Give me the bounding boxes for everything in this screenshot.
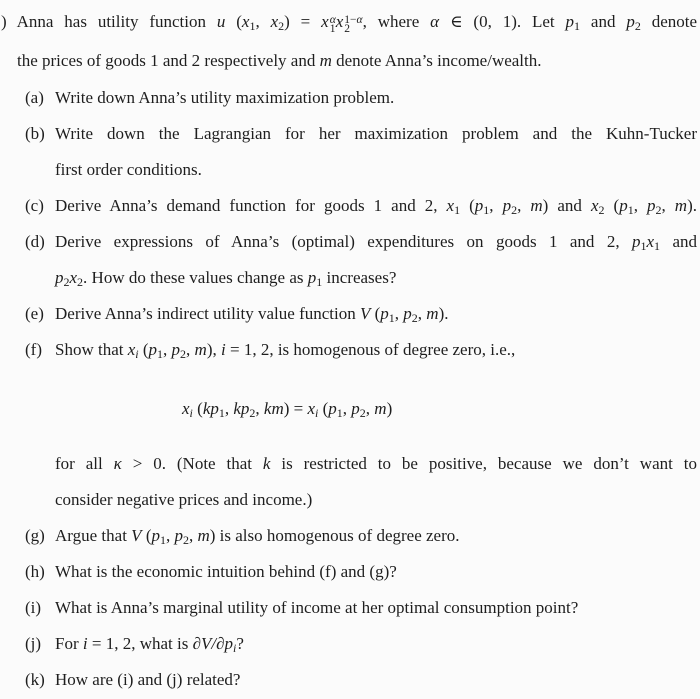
subquestion-label: (i) <box>25 598 42 617</box>
subquestion-body <box>55 554 697 590</box>
subquestion-label: (e) <box>25 304 44 323</box>
text-line: What is Anna’s marginal utility of income at her optimal consumption point? <box>55 598 579 617</box>
subquestion-label: (h) <box>25 562 45 581</box>
subquestion-label: (d) <box>25 232 45 251</box>
text-line: first order conditions. <box>55 160 202 179</box>
subquestion-list <box>0 80 697 698</box>
text-line: Derive expressions of Anna’s (optimal) expenditures on goods 1 and 2, $p_1x_1$ and <box>55 232 698 253</box>
subquestion-label: (g) <box>25 526 45 545</box>
text-line: Derive Anna’s indirect utility value function V ($p_1$, $p_2$, m). <box>55 304 449 325</box>
text-line: For i = 1, 2, what is $\partial V/\partial p_i$? <box>55 634 244 655</box>
intro-line-2: the prices of goods 1 and 2 respectively and m denote Anna’s income/wealth. <box>17 51 542 70</box>
subquestion-c <box>0 188 697 224</box>
subquestion-body <box>55 224 697 296</box>
subquestion-body <box>55 80 697 116</box>
text-line: for all κ > 0. (Note that k is restricted to be positive, because we don’t want to <box>55 454 697 473</box>
text-line: Argue that V ($p_1$, $p_2$, m) is also homogenous of degree zero. <box>55 526 460 547</box>
subquestion-d <box>0 224 697 296</box>
subquestion-body <box>55 296 697 332</box>
text-line: What is the economic intuition behind (f) and (g)? <box>55 562 397 581</box>
text-line: $p_2x_2$. How do these values change as $p_1$ increases? <box>55 268 397 289</box>
text-line: How are (i) and (j) related? <box>55 670 241 689</box>
subquestion-body <box>55 590 697 626</box>
text-line: Write down the Lagrangian for her maximization problem and the Kuhn-Tucker <box>55 124 697 143</box>
text-line: Write down Anna’s utility maximization problem. <box>55 88 395 107</box>
subquestion-label: (a) <box>25 88 44 107</box>
subquestion-i <box>0 590 697 626</box>
subquestion-e <box>0 296 697 332</box>
problem-intro <box>0 2 697 80</box>
subquestion-body <box>55 518 697 554</box>
text-line: Derive Anna’s demand function for goods 1 and 2, $x_1$ ($p_1$, $p_2$, m) and $x_2$ ($p_1$, $p_2$, m). <box>55 196 697 217</box>
display-formula: $x_i$ ($kp_1$, $kp_2$, $km) = x_i$ ($p_1$, $p_2$, m) <box>182 399 393 420</box>
subquestion-label: (f) <box>25 340 42 359</box>
intro-line-1: ) Anna has utility function u ($x_1$, $x_2) = x$ α 1 x 1−α 2 , where α ∈ (0, 1). Let $p_1$ and $p_2$ denote <box>1 12 698 35</box>
text-line: Show that $x_i$ ($p_1$, $p_2$, m), i = 1, 2, is homogenous of degree zero, i.e., <box>55 340 516 361</box>
subquestion-label: (c) <box>25 196 44 215</box>
subquestion-j <box>0 626 697 662</box>
subquestion-body <box>55 188 697 224</box>
text-line: consider negative prices and income.) <box>55 490 313 509</box>
subquestion-label: (j) <box>25 634 42 653</box>
subquestion-body <box>55 332 697 518</box>
subquestion-h <box>0 554 697 590</box>
subquestion-g <box>0 518 697 554</box>
subquestion-label: (b) <box>25 124 45 143</box>
subquestion-body <box>55 662 697 698</box>
subquestion-b <box>0 116 697 188</box>
subquestion-body <box>55 116 697 188</box>
subquestion-f <box>0 332 697 518</box>
subquestion-body <box>55 626 697 662</box>
subquestion-label: (k) <box>25 670 45 689</box>
subquestion-a <box>0 80 697 116</box>
subquestion-k <box>0 662 697 698</box>
